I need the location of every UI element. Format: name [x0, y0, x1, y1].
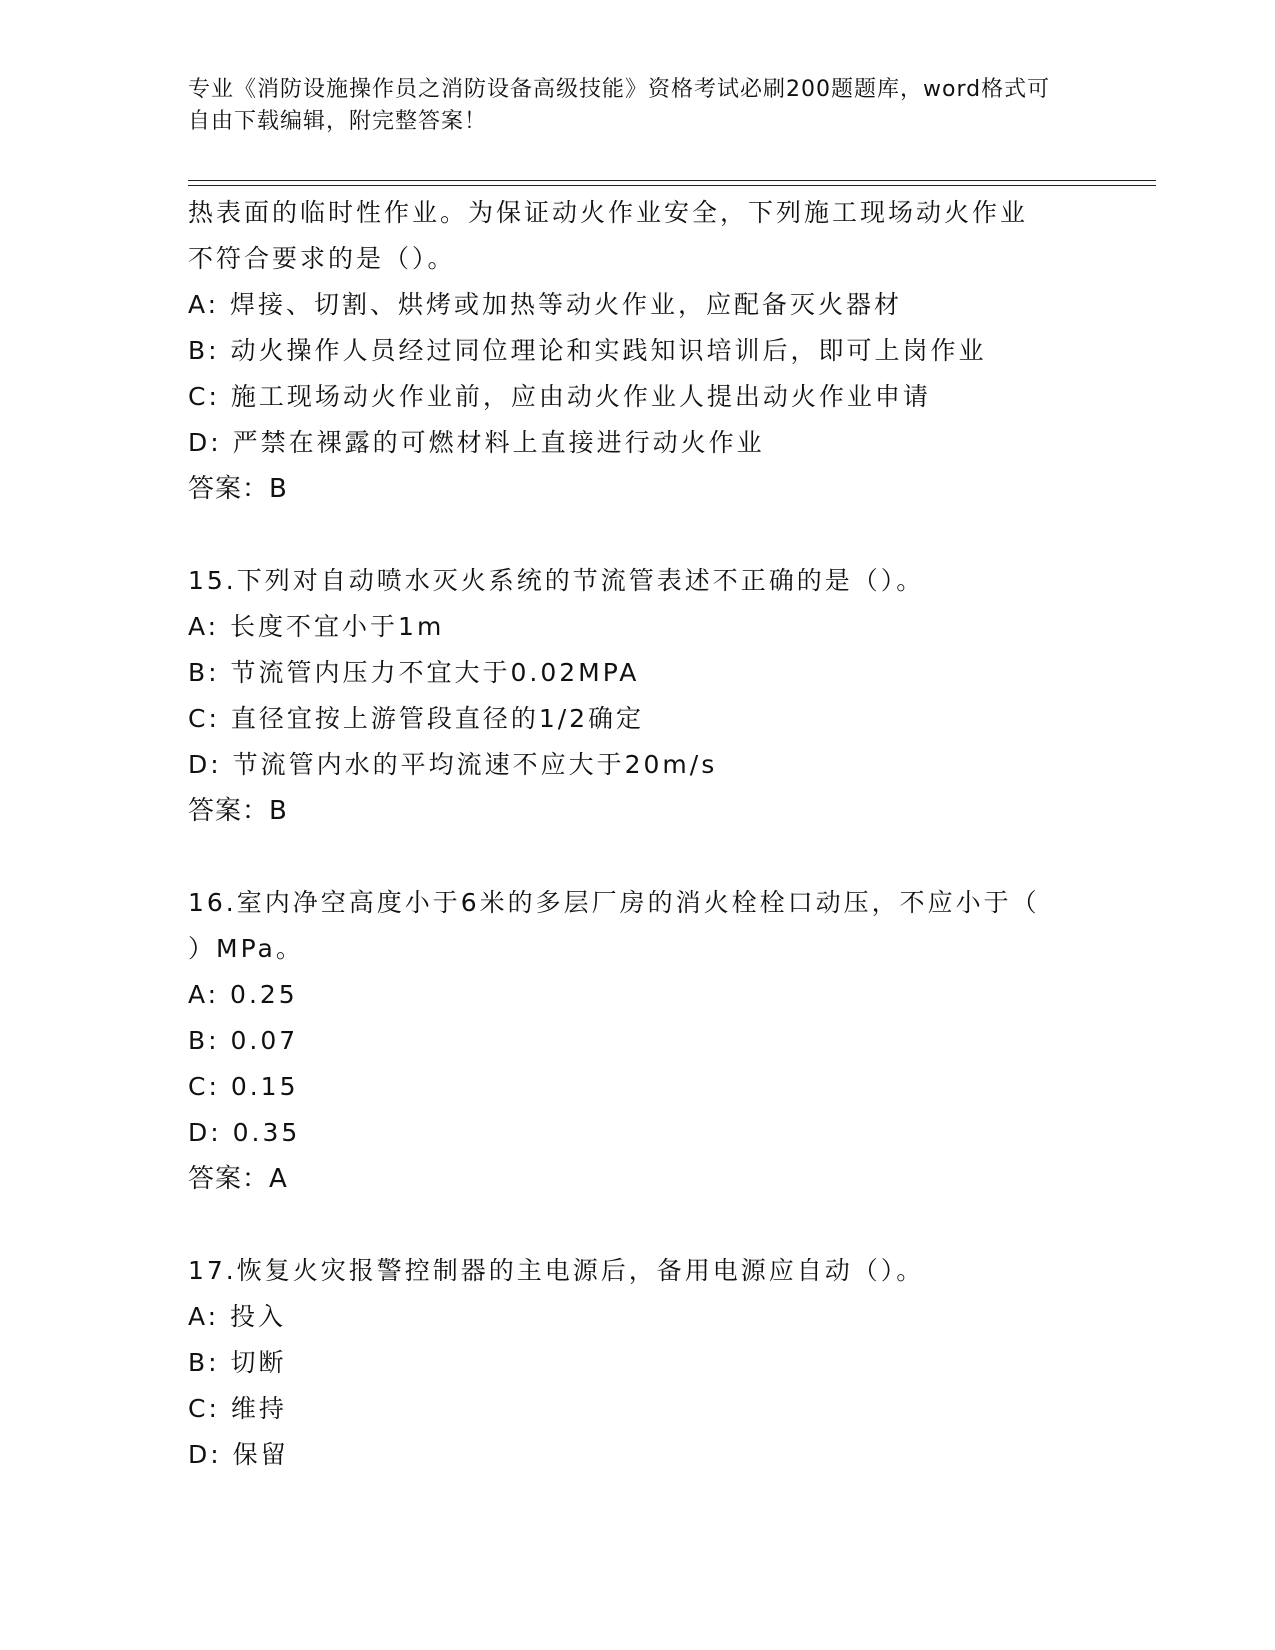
option-a: A: 投入 [188, 1302, 287, 1331]
option-c: C: 维持 [188, 1394, 287, 1423]
option-d: D: 保留 [188, 1440, 289, 1469]
option-a: A: 焊接、切割、烘烤或加热等动火作业，应配备灭火器材 [188, 290, 903, 319]
option-d: D: 0.35 [188, 1118, 301, 1147]
option-b: B: 切断 [188, 1348, 287, 1377]
question-list [188, 190, 1088, 1478]
question-17 [188, 1248, 1088, 1478]
question-stem-continued: 不符合要求的是（）。 [188, 244, 456, 273]
spacer [188, 834, 1088, 880]
option-b: B: 动火操作人员经过同位理论和实践知识培训后，即可上岗作业 [188, 336, 987, 365]
question-16 [188, 880, 1088, 1202]
option-a: A: 长度不宜小于1m [188, 612, 445, 641]
option-b: B: 节流管内压力不宜大于0.02MPA [188, 658, 640, 687]
option-c: C: 直径宜按上游管段直径的1/2确定 [188, 704, 645, 733]
document-header: 专业《消防设施操作员之消防设备高级技能》资格考试必刷200题题库，word格式可自由下载编辑，附完整答案！ [188, 77, 1051, 134]
header-rule-bottom [188, 185, 1156, 186]
question-stem: 15.下列对自动喷水灭火系统的节流管表述不正确的是（）。 [188, 566, 925, 595]
spacer [188, 1202, 1088, 1248]
answer: 答案：B [188, 474, 288, 504]
answer: 答案：B [188, 796, 288, 826]
question-stem: 热表面的临时性作业。为保证动火作业安全，下列施工现场动火作业 [188, 198, 1029, 227]
question-stem: 17.恢复火灾报警控制器的主电源后，备用电源应自动（）。 [188, 1256, 925, 1285]
question-stem-continued: ）MPa。 [188, 934, 304, 963]
question-stem: 16.室内净空高度小于6米的多层厂房的消火栓栓口动压，不应小于（ [188, 888, 1040, 917]
header-rule-top [188, 180, 1156, 181]
option-d: D: 节流管内水的平均流速不应大于20m/s [188, 750, 718, 779]
question-15 [188, 558, 1088, 834]
option-a: A: 0.25 [188, 980, 298, 1009]
spacer [188, 512, 1088, 558]
answer: 答案：A [188, 1164, 288, 1194]
option-b: B: 0.07 [188, 1026, 299, 1055]
option-c: C: 0.15 [188, 1072, 299, 1101]
option-d: D: 严禁在裸露的可燃材料上直接进行动火作业 [188, 428, 765, 457]
question-14 [188, 190, 1088, 512]
option-c: C: 施工现场动火作业前，应由动火作业人提出动火作业申请 [188, 382, 931, 411]
